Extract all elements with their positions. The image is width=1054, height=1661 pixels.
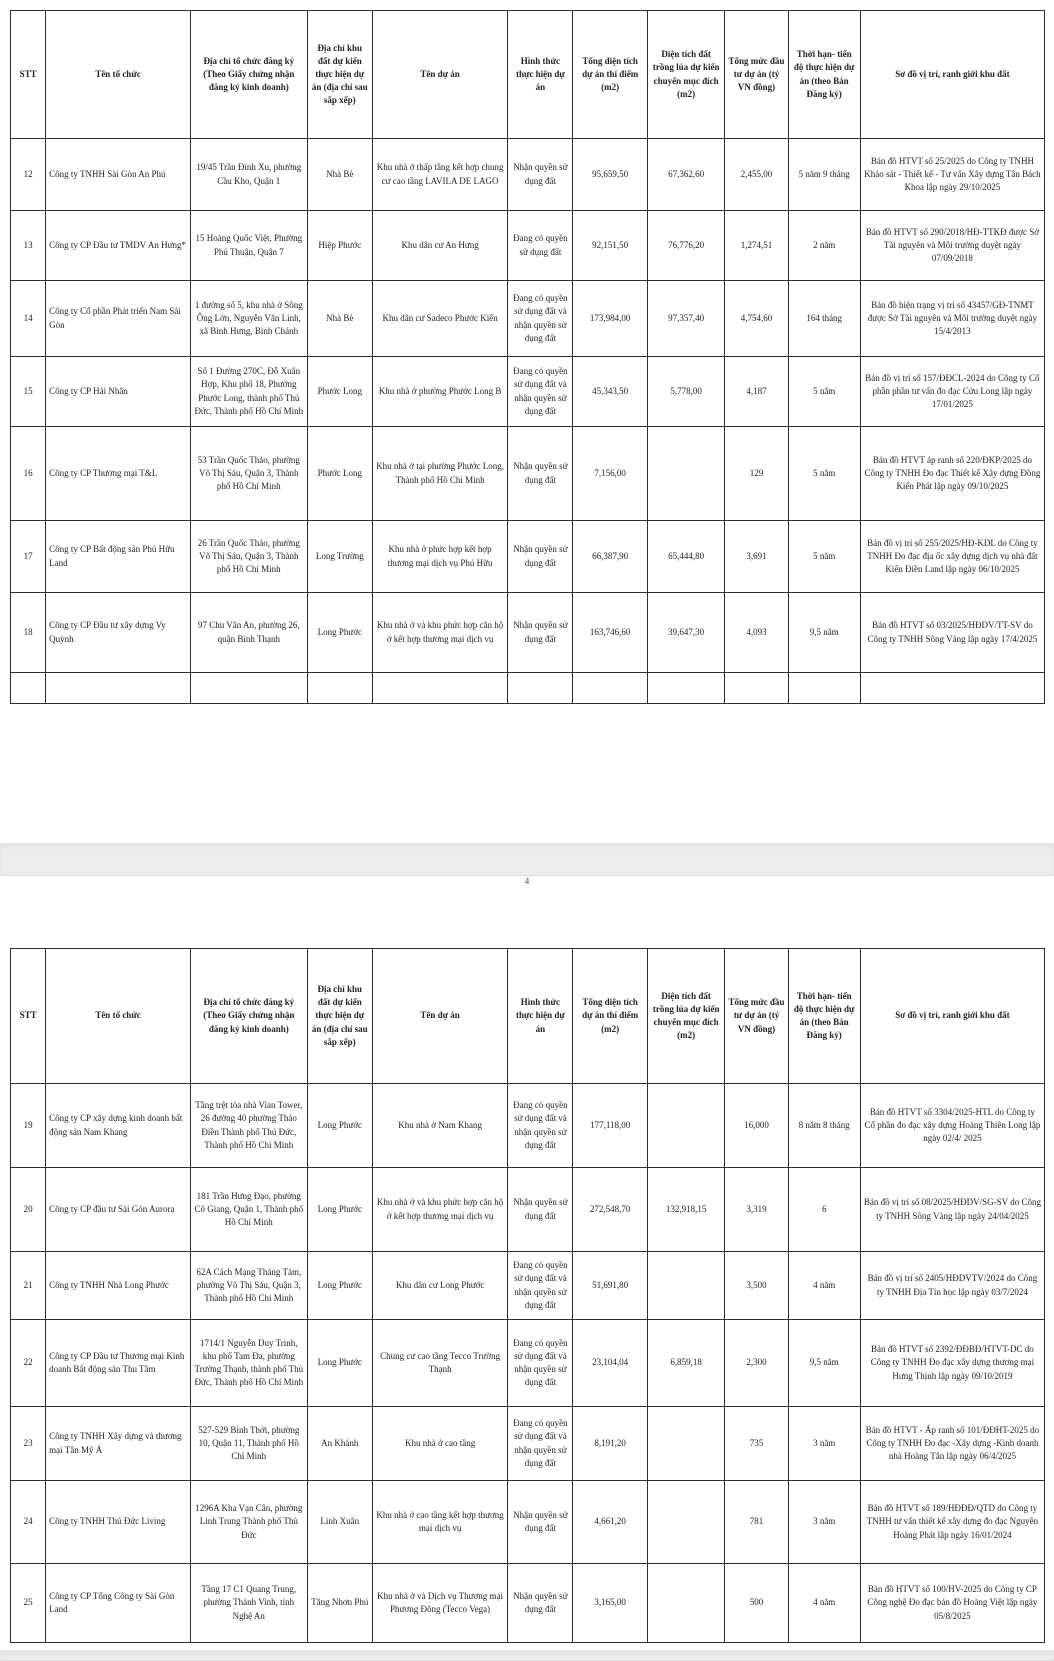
- col-header-dia-chi-khu-dat: Địa chỉ khu đất dự kiến thực hiện dự án (địa chỉ sau sắp xếp): [307, 949, 372, 1084]
- table-cell: [307, 673, 372, 704]
- table-cell: 21: [11, 1252, 46, 1320]
- table-cell: Công ty CP Đầu tư xây dựng Vy Quỳnh: [46, 593, 191, 673]
- table-cell: Long Phước: [307, 1084, 372, 1168]
- table-cell: 735: [725, 1407, 788, 1481]
- table-cell: Công ty TNHH Thủ Đức Living: [46, 1481, 191, 1564]
- table-cell: Khu nhà ở cao tầng kết hợp thương mại dịch vụ: [372, 1481, 507, 1564]
- table-cell: 163,746,60: [573, 593, 647, 673]
- table-cell: An Khánh: [307, 1407, 372, 1481]
- projects-table-bottom: [10, 948, 1045, 1643]
- table-cell: 781: [725, 1481, 788, 1564]
- table-cell: 3 năm: [788, 1407, 860, 1481]
- table-cell: 3,691: [725, 521, 788, 593]
- table-cell: 39,647,30: [647, 593, 725, 673]
- table-cell: Khu dân cư Long Phước: [372, 1252, 507, 1320]
- table-cell: 164 tháng: [788, 281, 860, 357]
- table-cell: Nhận quyền sử dụng đất: [508, 1564, 573, 1643]
- col-header-tong-dien-tich: Tổng diện tích dự án thí điểm (m2): [573, 949, 647, 1084]
- table-row: [11, 427, 1045, 521]
- table-cell: Nhận quyền sử dụng đất: [508, 427, 573, 521]
- table-cell: Khu nhà ở phức hợp kết hợp thương mại dịch vụ Phú Hữu: [372, 521, 507, 593]
- table-cell: 173,984,00: [573, 281, 647, 357]
- table-cell: 1714/1 Nguyễn Duy Trinh, khu phố Tam Đa, phường Trường Thạnh, thành phố Thủ Đức, Thành phố Hồ Chí Minh: [190, 1320, 307, 1407]
- table-cell: 15: [11, 357, 46, 427]
- table-cell: 8 năm 8 tháng: [788, 1084, 860, 1168]
- table-cell: Công ty TNHH Sài Gòn An Phú: [46, 139, 191, 211]
- col-header-ten-to-chuc: Tên tổ chức: [46, 949, 191, 1084]
- table-cell: Bản đồ HTVT số 25/2025 do Công ty TNHH Khảo sát - Thiết kế - Tư vấn Xây dựng Tân Bách Khoa lập ngày 29/10/2025: [860, 139, 1044, 211]
- table-cell: 2 năm: [788, 211, 860, 281]
- table-cell: Công ty CP đầu tư Sài Gòn Aurora: [46, 1168, 191, 1252]
- table-cell: 16,000: [725, 1084, 788, 1168]
- table-cell: 62A Cách Mạng Tháng Tám, phường Võ Thị Sáu, Quận 3, Thành phố Hồ Chí Minh: [190, 1252, 307, 1320]
- table-cell: Nhận quyền sử dụng đất: [508, 1168, 573, 1252]
- table-cell: 25: [11, 1564, 46, 1643]
- table-cell: Hiệp Phước: [307, 211, 372, 281]
- table-cell: 2,455,00: [725, 139, 788, 211]
- table-cell: 66,387,90: [573, 521, 647, 593]
- col-header-tong-muc-dau-tu: Tổng mức đầu tư dự án (tỷ VN đồng): [725, 11, 788, 139]
- table-cell: 65,444,80: [647, 521, 725, 593]
- table-cell: 95,659,50: [573, 139, 647, 211]
- table-cell: 15 Hoàng Quốc Việt, Phường Phú Thuận, Quận 7: [190, 211, 307, 281]
- table-cell: 76,776,20: [647, 211, 725, 281]
- table-cell: 24: [11, 1481, 46, 1564]
- col-header-dia-chi-to-chuc: Địa chỉ tổ chức đăng ký (Theo Giấy chứng nhận đăng ký kinh doanh): [190, 949, 307, 1084]
- table-cell: 3 năm: [788, 1481, 860, 1564]
- table-cell: Bản đồ HTVT số 100/HV-2025 do Công ty CP Công nghệ Đo đạc bản đồ Hoàng Việt lập ngày 05/8/2025: [860, 1564, 1044, 1643]
- table-cell: Công ty TNHH Xây dựng và thương mại Tân Mỹ Á: [46, 1407, 191, 1481]
- col-header-ten-du-an: Tên dự án: [372, 949, 507, 1084]
- table-cell: Công ty CP Thương mại T&L: [46, 427, 191, 521]
- table-row: [11, 281, 1045, 357]
- table-cell: 5 năm: [788, 521, 860, 593]
- table-cell: [647, 1564, 725, 1643]
- table-cell: Bản đồ vị trí số 2405/HĐDVTV/2024 do Công ty TNHH Địa Tín học lập ngày 03/7/2024: [860, 1252, 1044, 1320]
- col-header-hinh-thuc: Hình thức thực hiện dự án: [508, 949, 573, 1084]
- table-cell: Long Phước: [307, 1252, 372, 1320]
- table-cell: [46, 673, 191, 704]
- table-header: [11, 949, 1045, 1084]
- table-cell: 9,5 năm: [788, 1320, 860, 1407]
- col-header-tong-dien-tich: Tổng diện tích dự án thí điểm (m2): [573, 11, 647, 139]
- table-cell: 5,778,00: [647, 357, 725, 427]
- table-cell: Đang có quyền sử dụng đất và nhận quyền sử dụng đất: [508, 1084, 573, 1168]
- table-cell: 177,118,00: [573, 1084, 647, 1168]
- table-cell: Khu dân cư An Hưng: [372, 211, 507, 281]
- col-header-thoi-han: Thời hạn- tiến độ thực hiện dự án (theo Bản Đăng ký): [788, 949, 860, 1084]
- table-row: [11, 139, 1045, 211]
- table-cell: Bản đồ vị trí số 255/2025/HĐ-KDL do Công ty TNHH Đo đạc địa ốc xây dựng dịch vụ nhà đất Kiến Điền Land lập ngày 06/10/2025: [860, 521, 1044, 593]
- table-cell: 3,500: [725, 1252, 788, 1320]
- table-cell: Bản đồ HTVT số 3304/2025-HTL do Công ty Cổ phần đo đạc xây dựng Hoàng Thiên Long lập ngày 02/4/ 2025: [860, 1084, 1044, 1168]
- table-cell: 13: [11, 211, 46, 281]
- table-row: [11, 673, 1045, 704]
- table-cell: [647, 1481, 725, 1564]
- table-cell: 14: [11, 281, 46, 357]
- table-cell: 4,187: [725, 357, 788, 427]
- table-cell: Bản đồ HTVT áp ranh số 220/ĐKP/2025 do Công ty TNHH Đo đạc Thiết kế Xây dựng Đồng Kiến Phát lập ngày 09/10/2025: [860, 427, 1044, 521]
- table-cell: Khu nhà ở Nam Khang: [372, 1084, 507, 1168]
- table-cell: 3,319: [725, 1168, 788, 1252]
- table-cell: 272,548,70: [573, 1168, 647, 1252]
- table-cell: 67,362,60: [647, 139, 725, 211]
- table-cell: Tầng 17 C1 Quang Trung, phường Thành Vinh, tỉnh Nghệ An: [190, 1564, 307, 1643]
- table-row: [11, 1320, 1045, 1407]
- table-cell: [788, 673, 860, 704]
- table-body: [11, 139, 1045, 704]
- table-cell: 6: [788, 1168, 860, 1252]
- table-cell: 1296A Kha Vạn Cân, phường Linh Trung Thành phố Thủ Đức: [190, 1481, 307, 1564]
- table-row: [11, 357, 1045, 427]
- table-cell: [372, 673, 507, 704]
- table-cell: 6,859,18: [647, 1320, 725, 1407]
- table-header: [11, 11, 1045, 139]
- table-cell: Bản đồ vị trí số 157/ĐĐCL-2024 do Công ty Cổ phần phần tư vấn đo đạc Cửu Long lập ngày 17/01/2025: [860, 357, 1044, 427]
- table-cell: Số 1 Đường 270C, Đỗ Xuân Hợp, Khu phố 18, Phường Phước Long, thành phố Thủ Đức, Thành phố Hồ Chí Minh: [190, 357, 307, 427]
- table-cell: Long Phước: [307, 593, 372, 673]
- table-cell: 23: [11, 1407, 46, 1481]
- table-cell: 4 năm: [788, 1252, 860, 1320]
- table-cell: 53 Trần Quốc Thảo, phường Võ Thị Sáu, Quận 3, Thành phố Hồ Chí Minh: [190, 427, 307, 521]
- table-cell: Bản đồ HTVT số 290/2018/HĐ-TTKĐ được Sở Tài nguyên và Môi trường duyệt ngày 07/09/2018: [860, 211, 1044, 281]
- table-cell: [647, 673, 725, 704]
- table-cell: 18: [11, 593, 46, 673]
- table-cell: 500: [725, 1564, 788, 1643]
- table-cell: 92,151,50: [573, 211, 647, 281]
- table-cell: Đang có quyền sử dụng đất: [508, 211, 573, 281]
- table-cell: Khu nhà ở và khu phức hợp căn hộ ở kết hợp thương mại dịch vụ: [372, 1168, 507, 1252]
- table-cell: 20: [11, 1168, 46, 1252]
- table-cell: [860, 673, 1044, 704]
- table-cell: [508, 673, 573, 704]
- table-cell: 17: [11, 521, 46, 593]
- table-cell: Bản đồ HTVT số 189/HĐĐĐ/QTD do Công ty TNHH tư vấn thiết kế xây dựng đo đạc Nguyên Hoàng Phát lập ngày 16/01/2024: [860, 1481, 1044, 1564]
- table-cell: [647, 1407, 725, 1481]
- table-cell: Đang có quyền sử dụng đất và nhận quyền sử dụng đất: [508, 281, 573, 357]
- table-cell: Khu nhà ở thấp tầng kết hợp chung cư cao tầng LAVILA DE LAGO: [372, 139, 507, 211]
- table-cell: 181 Trần Hưng Đạo, phường Cô Giang, Quận 1, Thành phố Hồ Chí Minh: [190, 1168, 307, 1252]
- table-row: [11, 1481, 1045, 1564]
- table-cell: Bản đồ vị trí số 08/2025/HĐDV/SG-SV do Công ty TNHH Sông Vàng lập ngày 24/04/2025: [860, 1168, 1044, 1252]
- table-cell: Nhận quyền sử dụng đất: [508, 139, 573, 211]
- table-cell: 23,104,04: [573, 1320, 647, 1407]
- table-cell: 3,165,00: [573, 1564, 647, 1643]
- table-cell: 5 năm: [788, 357, 860, 427]
- col-header-so-do: Sơ đồ vị trí, ranh giới khu đất: [860, 949, 1044, 1084]
- table-cell: Khu nhà ở và khu phức hợp căn hộ ở kết hợp thương mại dịch vụ: [372, 593, 507, 673]
- table-cell: Khu nhà ở cao tầng: [372, 1407, 507, 1481]
- table-row: [11, 1084, 1045, 1168]
- table-body: [11, 1084, 1045, 1643]
- table-row: [11, 211, 1045, 281]
- table-cell: 16: [11, 427, 46, 521]
- table-cell: Đang có quyền sử dụng đất và nhận quyền sử dụng đất: [508, 1320, 573, 1407]
- table-cell: Công ty TNHH Nhà Long Phước: [46, 1252, 191, 1320]
- table-cell: Nhận quyền sử dụng đất: [508, 593, 573, 673]
- table-cell: 4,661,20: [573, 1481, 647, 1564]
- col-header-thoi-han: Thời hạn- tiến độ thực hiện dự án (theo Bản Đăng ký): [788, 11, 860, 139]
- table-cell: 132,918,15: [647, 1168, 725, 1252]
- table-cell: Bản đồ HTVT - Áp ranh số 101/ĐĐHT-2025 do Công ty TNHH Đo đạc -Xây dựng -Kinh doanh nhà Hoàng Tân lập ngày 06/4/2025: [860, 1407, 1044, 1481]
- table-cell: Khu nhà ở phường Phước Long B: [372, 357, 507, 427]
- table-cell: Nhà Bè: [307, 139, 372, 211]
- table-cell: [647, 1084, 725, 1168]
- col-header-stt: STT: [11, 949, 46, 1084]
- page-separator: [0, 843, 1054, 876]
- table-cell: Công ty CP Bất động sản Phú Hữu Land: [46, 521, 191, 593]
- table-row: [11, 1168, 1045, 1252]
- col-header-stt: STT: [11, 11, 46, 139]
- col-header-dien-tich-lua: Diện tích đất trồng lúa dự kiến chuyển mục đích (m2): [647, 11, 725, 139]
- projects-table-top: [10, 10, 1045, 704]
- col-header-ten-du-an: Tên dự án: [372, 11, 507, 139]
- table-cell: Khu nhà ở tại phường Phước Long, Thành phố Hồ Chí Minh: [372, 427, 507, 521]
- col-header-dia-chi-to-chuc: Địa chỉ tổ chức đăng ký (Theo Giấy chứng nhận đăng ký kinh doanh): [190, 11, 307, 139]
- table-cell: Nhà Bè: [307, 281, 372, 357]
- table-cell: Công ty CP Đầu tư Thương mại Kinh doanh Bất động sản Thu Tâm: [46, 1320, 191, 1407]
- table-cell: Đang có quyền sử dụng đất và nhận quyền sử dụng đất: [508, 1252, 573, 1320]
- table-cell: Nhận quyền sử dụng đất: [508, 521, 573, 593]
- table-row: [11, 1564, 1045, 1643]
- table-cell: Bản đồ HTVT số 03/2025/HĐDV/TT-SV do Công ty TNHH Sông Vàng lập ngày 17/4/2025: [860, 593, 1044, 673]
- table-row: [11, 1252, 1045, 1320]
- page-number: 4: [524, 876, 530, 886]
- table-cell: Công ty CP Tổng Công ty Sài Gòn Land: [46, 1564, 191, 1643]
- header-row: [11, 11, 1045, 139]
- table-cell: 7,156,00: [573, 427, 647, 521]
- table-cell: 22: [11, 1320, 46, 1407]
- table-cell: 8,191,20: [573, 1407, 647, 1481]
- col-header-ten-to-chuc: Tên tổ chức: [46, 11, 191, 139]
- table-cell: 97,357,40: [647, 281, 725, 357]
- table-cell: [190, 673, 307, 704]
- table-cell: Long Trường: [307, 521, 372, 593]
- table-cell: Tăng Nhơn Phú: [307, 1564, 372, 1643]
- table-cell: Phước Long: [307, 427, 372, 521]
- table-cell: Nhận quyền sử dụng đất: [508, 1481, 573, 1564]
- table-cell: Tầng trệt tòa nhà Vian Tower, 26 đường 40 phường Thảo Điền Thành phố Thủ Đức, Thành phố Hồ Chí Minh: [190, 1084, 307, 1168]
- table-cell: Khu dân cư Sadeco Phước Kiển: [372, 281, 507, 357]
- table-row: [11, 521, 1045, 593]
- table-cell: Đang có quyền sử dụng đất và nhận quyền sử dụng đất: [508, 357, 573, 427]
- table-cell: Khu nhà ở và Dịch vụ Thương mại Phương Đông (Tecco Vega): [372, 1564, 507, 1643]
- table-cell: Công ty CP Đầu tư TMDV An Hưng*: [46, 211, 191, 281]
- table-cell: Bản đồ hiện trạng vị trí số 43457/GĐ-TNMT được Sở Tài nguyên và Môi trường duyệt ngày 15/4/2013: [860, 281, 1044, 357]
- table-cell: 51,691,80: [573, 1252, 647, 1320]
- table-cell: 2,300: [725, 1320, 788, 1407]
- table-row: [11, 593, 1045, 673]
- table-cell: 5 năm: [788, 427, 860, 521]
- page-separator: [0, 1650, 1054, 1661]
- table-cell: Đang có quyền sử dụng đất và nhận quyền sử dụng đất: [508, 1407, 573, 1481]
- table-cell: 19: [11, 1084, 46, 1168]
- table-cell: 1,274,51: [725, 211, 788, 281]
- table-cell: 97 Chu Văn An, phường 26, quận Bình Thạnh: [190, 593, 307, 673]
- table-cell: 129: [725, 427, 788, 521]
- table-cell: [725, 673, 788, 704]
- table-cell: 9,5 năm: [788, 593, 860, 673]
- col-header-so-do: Sơ đồ vị trí, ranh giới khu đất: [860, 11, 1044, 139]
- table-cell: [11, 673, 46, 704]
- table-cell: 12: [11, 139, 46, 211]
- table-cell: 45,343,50: [573, 357, 647, 427]
- table-cell: Chung cư cao tầng Tecco Trường Thạnh: [372, 1320, 507, 1407]
- table-cell: Long Phước: [307, 1320, 372, 1407]
- col-header-hinh-thuc: Hình thức thực hiện dự án: [508, 11, 573, 139]
- table-cell: Long Phước: [307, 1168, 372, 1252]
- table-cell: 19/45 Trần Đình Xu, phường Cầu Kho, Quận 1: [190, 139, 307, 211]
- col-header-dia-chi-khu-dat: Địa chỉ khu đất dự kiến thực hiện dự án (địa chỉ sau sắp xếp): [307, 11, 372, 139]
- table-cell: 4,754,60: [725, 281, 788, 357]
- table-cell: 26 Trần Quốc Thảo, phường Võ Thị Sáu, Quận 3, Thành phố Hồ Chí Minh: [190, 521, 307, 593]
- table-cell: 1 đường số 5, khu nhà ở Sông Ông Lớn, Nguyễn Văn Linh, xã Bình Hưng, Bình Chánh: [190, 281, 307, 357]
- table-cell: 5 năm 9 tháng: [788, 139, 860, 211]
- table-cell: 4,093: [725, 593, 788, 673]
- table-cell: [647, 1252, 725, 1320]
- table-cell: Công ty CP Hải Nhân: [46, 357, 191, 427]
- table-cell: Linh Xuân: [307, 1481, 372, 1564]
- table-cell: Phước Long: [307, 357, 372, 427]
- table-cell: Công ty Cổ phần Phát triển Nam Sài Gòn: [46, 281, 191, 357]
- table-cell: Công ty CP xây dựng kinh doanh bất động sản Nam Khang: [46, 1084, 191, 1168]
- table-row: [11, 1407, 1045, 1481]
- table-cell: [573, 673, 647, 704]
- col-header-tong-muc-dau-tu: Tổng mức đầu tư dự án (tỷ VN đồng): [725, 949, 788, 1084]
- table-cell: [647, 427, 725, 521]
- table-cell: 527-529 Bình Thới, phường 10, Quận 11, Thành phố Hồ Chí Minh: [190, 1407, 307, 1481]
- col-header-dien-tich-lua: Diện tích đất trồng lúa dự kiến chuyển mục đích (m2): [647, 949, 725, 1084]
- table-cell: 4 năm: [788, 1564, 860, 1643]
- header-row: [11, 949, 1045, 1084]
- table-cell: Bản đồ HTVT số 2392/ĐĐBĐ/HTVT-DC do Công ty TNHH Đo đạc xây dựng thương mại Hưng Thịnh lập ngày 09/10/2019: [860, 1320, 1044, 1407]
